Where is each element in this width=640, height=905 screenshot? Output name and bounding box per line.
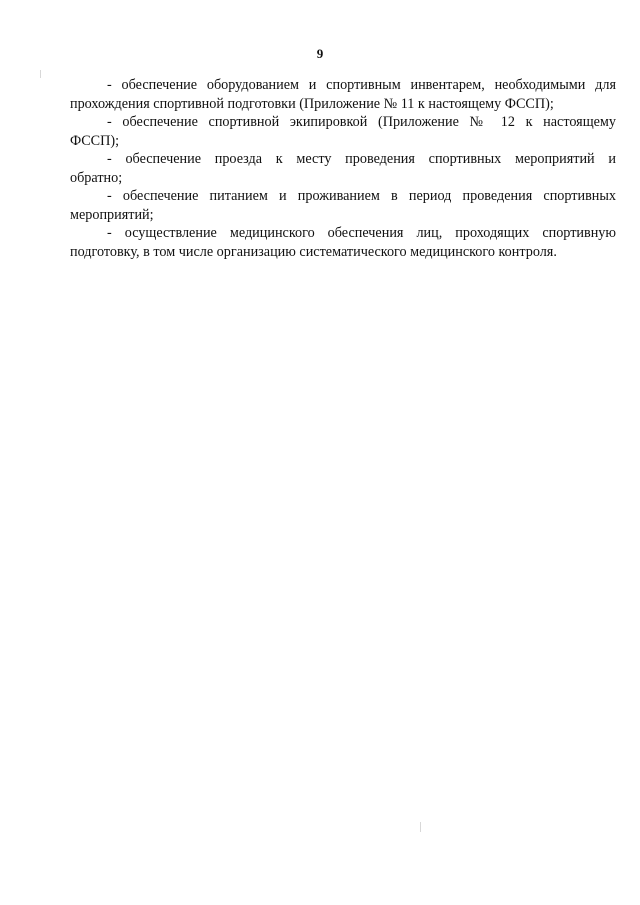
paragraph-line: подготовку, в том числе организацию систематического медицинского контроля. bbox=[70, 243, 557, 260]
paragraph-line: обратно; bbox=[70, 169, 123, 186]
paragraph-travel bbox=[70, 150, 616, 187]
paragraph-medical bbox=[70, 224, 616, 261]
page-number: 9 bbox=[316, 46, 324, 61]
paragraph-line: мероприятий; bbox=[70, 206, 154, 223]
paragraph-line: - обеспечение спортивной экипировкой (Приложение № 12 к настоящему bbox=[107, 114, 616, 130]
scan-artifact bbox=[420, 822, 421, 832]
paragraph-food-lodging bbox=[70, 187, 616, 224]
paragraph-equipment bbox=[70, 76, 616, 113]
scan-artifact bbox=[40, 70, 41, 78]
paragraph-line: - осуществление медицинского обеспечения лиц, проходящих спортивную bbox=[107, 225, 616, 241]
paragraph-outfit bbox=[70, 113, 616, 150]
paragraph-line: - обеспечение питанием и проживанием в период проведения спортивных bbox=[107, 188, 616, 204]
paragraph-line: ФССП); bbox=[70, 132, 120, 149]
paragraph-line: прохождения спортивной подготовки (Приложение № 11 к настоящему ФССП); bbox=[70, 95, 554, 112]
paragraph-line: - обеспечение оборудованием и спортивным инвентарем, необходимыми для bbox=[107, 77, 616, 93]
document-body bbox=[70, 76, 616, 261]
paragraph-line: - обеспечение проезда к месту проведения спортивных мероприятий и bbox=[107, 151, 616, 167]
